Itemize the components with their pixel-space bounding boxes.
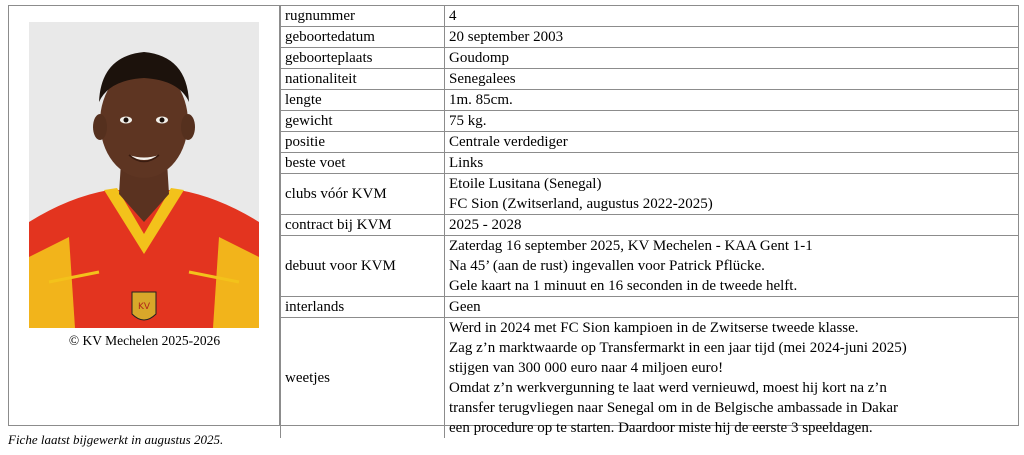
field-label: nationaliteit [281, 69, 445, 90]
table-row [281, 111, 1020, 132]
field-value [445, 6, 1020, 27]
field-value [445, 153, 1020, 174]
value-line: Goudomp [449, 50, 509, 66]
field-label: geboorteplaats [281, 48, 445, 69]
value-line: Na 45’ (aan de rust) ingevallen voor Patrick Pflücke. [449, 258, 765, 274]
value-line: Werd in 2024 met FC Sion kampioen in de Zwitserse tweede klasse. [449, 320, 859, 336]
value-line: Omdat z’n werkvergunning te laat werd vernieuwd, moest hij kort na z’n [449, 380, 887, 396]
table-row [281, 236, 1020, 297]
table-row [281, 6, 1020, 27]
field-label: contract bij KVM [281, 215, 445, 236]
value-line: 75 kg. [449, 113, 487, 129]
field-value [445, 90, 1020, 111]
player-photo [29, 22, 259, 328]
value-line: 20 september 2003 [449, 29, 564, 45]
table-row [281, 297, 1020, 318]
table-row [281, 27, 1020, 48]
value-line: 1m. 85cm. [449, 92, 513, 108]
field-label: interlands [281, 297, 445, 318]
field-value [445, 215, 1020, 236]
field-value [445, 69, 1020, 90]
field-value [445, 236, 1020, 297]
field-label: debuut voor KVM [281, 236, 445, 297]
value-line: Links [449, 155, 484, 171]
value-line: transfer terugvliegen naar Senegal om in de Belgische ambassade in Dakar [449, 400, 898, 416]
table-row [281, 69, 1020, 90]
svg-text:KV: KV [137, 302, 151, 312]
table-row [281, 174, 1020, 215]
player-info-table [280, 6, 1019, 438]
table-row [281, 90, 1020, 111]
value-line: Etoile Lusitana (Senegal) [449, 176, 602, 192]
table-row [281, 318, 1020, 439]
photo-caption: © KV Mechelen 2025-2026 [68, 333, 221, 348]
field-label: weetjes [281, 318, 445, 439]
value-line: Zag z’n marktwaarde op Transfermarkt in een jaar tijd (mei 2024-juni 2025) [449, 340, 907, 356]
value-line: stijgen van 300 000 euro naar 4 miljoen euro! [449, 360, 724, 376]
field-value [445, 27, 1020, 48]
table-row [281, 48, 1020, 69]
field-label: positie [281, 132, 445, 153]
field-label: clubs vóór KVM [281, 174, 445, 215]
field-label: gewicht [281, 111, 445, 132]
field-value [445, 111, 1020, 132]
value-line: een procedure op te starten. Daardoor miste hij de eerste 3 speeldagen. [449, 420, 873, 436]
value-line: Geen [449, 299, 481, 315]
table-row [281, 153, 1020, 174]
value-line: Senegalees [449, 71, 516, 87]
field-label: geboortedatum [281, 27, 445, 48]
field-value [445, 48, 1020, 69]
value-line: Zaterdag 16 september 2025, KV Mechelen - KAA Gent 1-1 [449, 238, 813, 254]
value-line: Gele kaart na 1 minuut en 16 seconden in de tweede helft. [449, 278, 798, 294]
table-row [281, 132, 1020, 153]
field-label: rugnummer [281, 6, 445, 27]
field-label: lengte [281, 90, 445, 111]
photo-cell [9, 6, 280, 425]
value-line: FC Sion (Zwitserland, augustus 2022-2025) [449, 196, 713, 212]
field-value [445, 318, 1020, 439]
player-card [8, 5, 1019, 436]
value-line: 2025 - 2028 [449, 217, 522, 233]
update-note: Fiche laatst bijgewerkt in augustus 2025. [8, 432, 224, 447]
table-row [281, 215, 1020, 236]
value-line: Centrale verdediger [449, 134, 568, 150]
field-value [445, 297, 1020, 318]
value-line: 4 [449, 8, 457, 24]
field-label: beste voet [281, 153, 445, 174]
field-value [445, 132, 1020, 153]
field-value [445, 174, 1020, 215]
